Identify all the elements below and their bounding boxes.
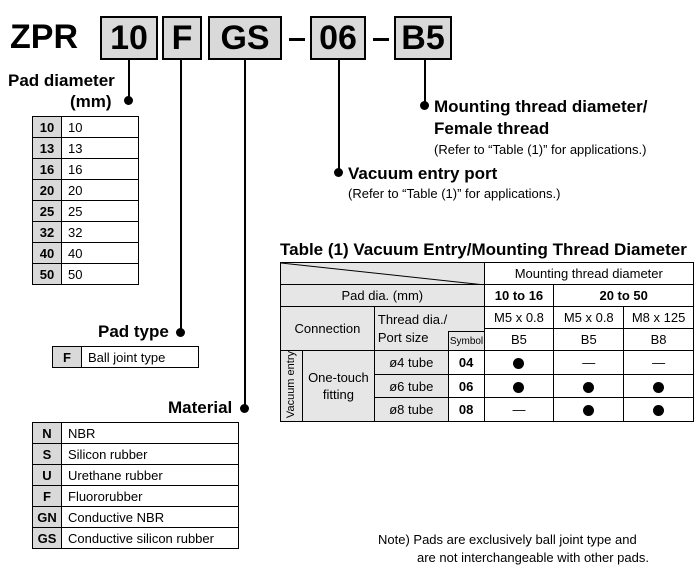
material-row	[33, 444, 239, 465]
pad-type-title: Pad type	[98, 322, 169, 341]
material-value: NBR	[62, 423, 239, 444]
table1-vacuum-entry-label: Vacuum entry	[285, 351, 298, 419]
pad-diameter-value: 50	[62, 264, 139, 285]
material-row	[33, 528, 239, 549]
pad-diameter-unit: (mm)	[70, 92, 112, 111]
mounting-note: (Refer to “Table (1)” for applications.)	[434, 142, 647, 157]
table1-mark	[624, 374, 694, 398]
table1-port: ø6 tube	[374, 374, 448, 398]
table1-range-a: 10 to 16	[484, 285, 554, 307]
table1-pad-dia-label: Pad dia. (mm)	[281, 285, 485, 307]
pad-diameter-value: 25	[62, 201, 139, 222]
pad-type-table	[52, 346, 199, 368]
pad-diameter-value: 20	[62, 180, 139, 201]
leader-vacuum-v	[338, 60, 340, 174]
table1-diag-cell	[281, 263, 485, 285]
pad-diameter-row	[33, 243, 139, 264]
pad-diameter-value: 32	[62, 222, 139, 243]
leader-vacuum-dot	[334, 168, 343, 177]
material-title: Material	[168, 398, 233, 417]
code-mounting-thread: B5	[394, 16, 452, 60]
pad-diameter-value: 40	[62, 243, 139, 264]
leader-pad-type-dot	[176, 328, 185, 337]
note-line1: Note) Pads are exclusively ball joint type and	[378, 532, 637, 547]
table1-connection-label: Connection	[281, 307, 375, 351]
pad-diameter-row	[33, 117, 139, 138]
mounting-title-line1: Mounting thread diameter/	[434, 97, 648, 116]
vacuum-title: Vacuum entry port	[348, 164, 498, 183]
table1-mark	[484, 351, 554, 375]
pad-diameter-code: 13	[33, 138, 62, 159]
material-value: Fluororubber	[62, 486, 239, 507]
mounting-title-line2: Female thread	[434, 119, 550, 138]
pad-diameter-code: 20	[33, 180, 62, 201]
table1-symbol: 08	[448, 398, 484, 422]
table1-symbol: 06	[448, 374, 484, 398]
code-dash-1	[289, 38, 305, 41]
material-table	[32, 422, 239, 549]
pad-diameter-row	[33, 264, 139, 285]
material-row	[33, 465, 239, 486]
table1-mark: —	[554, 351, 624, 375]
pad-diameter-value: 16	[62, 159, 139, 180]
material-row	[33, 507, 239, 528]
pad-diameter-title: Pad diameter	[8, 71, 115, 90]
code-material: GS	[208, 16, 282, 60]
note-line2: are not interchangeable with other pads.	[417, 550, 649, 565]
table1-fitting-line1: One-touch	[308, 370, 369, 386]
material-code: S	[33, 444, 62, 465]
material-value: Silicon rubber	[62, 444, 239, 465]
table1-sym-c: B8	[624, 329, 694, 351]
code-vacuum-entry: 06	[310, 16, 366, 60]
available-bullet-icon	[653, 405, 664, 416]
pad-diameter-row	[33, 159, 139, 180]
table1-thread-c: M8 x 125	[624, 307, 694, 329]
code-pad-diameter: 10	[100, 16, 158, 60]
pad-diameter-table	[32, 116, 139, 285]
material-value: Conductive NBR	[62, 507, 239, 528]
material-code: GS	[33, 528, 62, 549]
table1-fitting-cell	[302, 351, 374, 422]
pad-diameter-row	[33, 138, 139, 159]
leader-material-dot	[240, 404, 249, 413]
table1-sym-a: B5	[484, 329, 554, 351]
pad-diameter-code: 40	[33, 243, 62, 264]
pad-diameter-row	[33, 180, 139, 201]
code-dash-2	[373, 38, 389, 41]
pad-diameter-value: 10	[62, 117, 139, 138]
table1-thread-dia-label: Thread dia./	[377, 311, 448, 327]
table1-title: Table (1) Vacuum Entry/Mounting Thread Diameter	[280, 240, 687, 259]
material-code: GN	[33, 507, 62, 528]
vacuum-note: (Refer to “Table (1)” for applications.)	[348, 186, 561, 201]
material-value: Conductive silicon rubber	[62, 528, 239, 549]
material-row	[33, 423, 239, 444]
leader-mounting-dot	[420, 101, 429, 110]
table1-symbol: 04	[448, 351, 484, 375]
table1-port: ø4 tube	[374, 351, 448, 375]
pad-type-code: F	[53, 347, 82, 368]
leader-pad-diameter-dot	[124, 96, 133, 105]
pad-diameter-code: 50	[33, 264, 62, 285]
leader-material-v	[244, 60, 246, 410]
pad-diameter-code: 32	[33, 222, 62, 243]
pad-diameter-row	[33, 222, 139, 243]
model-prefix: ZPR	[10, 18, 78, 56]
table1-port: ø8 tube	[374, 398, 448, 422]
available-bullet-icon	[513, 382, 524, 393]
leader-pad-type-v	[180, 60, 182, 334]
material-code: F	[33, 486, 62, 507]
available-bullet-icon	[513, 358, 524, 369]
table1	[280, 262, 694, 422]
table1-range-b: 20 to 50	[554, 285, 694, 307]
pad-type-value: Ball joint type	[82, 347, 199, 368]
material-value: Urethane rubber	[62, 465, 239, 486]
table1-mounting-header: Mounting thread diameter	[484, 263, 693, 285]
table1-thread-a: M5 x 0.8	[484, 307, 554, 329]
table1-symbol-label: Symbol	[448, 331, 484, 351]
table1-mark	[624, 398, 694, 422]
pad-diameter-code: 10	[33, 117, 62, 138]
table1-vacuum-entry-cell	[281, 351, 303, 422]
pad-diameter-code: 25	[33, 201, 62, 222]
pad-type-row	[53, 347, 199, 368]
table1-mark: —	[624, 351, 694, 375]
code-pad-type: F	[162, 16, 202, 60]
pad-diameter-code: 16	[33, 159, 62, 180]
available-bullet-icon	[653, 382, 664, 393]
table1-mark	[484, 374, 554, 398]
table1-mark	[554, 374, 624, 398]
available-bullet-icon	[583, 382, 594, 393]
table1-thread-b: M5 x 0.8	[554, 307, 624, 329]
material-code: N	[33, 423, 62, 444]
table1-sym-b: B5	[554, 329, 624, 351]
table1-mark: —	[484, 398, 554, 422]
available-bullet-icon	[583, 405, 594, 416]
table1-diag-line	[281, 263, 484, 285]
table1-port-size-label: Port size	[377, 329, 429, 345]
table1-fitting-line2: fitting	[322, 387, 354, 403]
pad-diameter-row	[33, 201, 139, 222]
pad-diameter-value: 13	[62, 138, 139, 159]
material-code: U	[33, 465, 62, 486]
material-row	[33, 486, 239, 507]
table1-mark	[554, 398, 624, 422]
